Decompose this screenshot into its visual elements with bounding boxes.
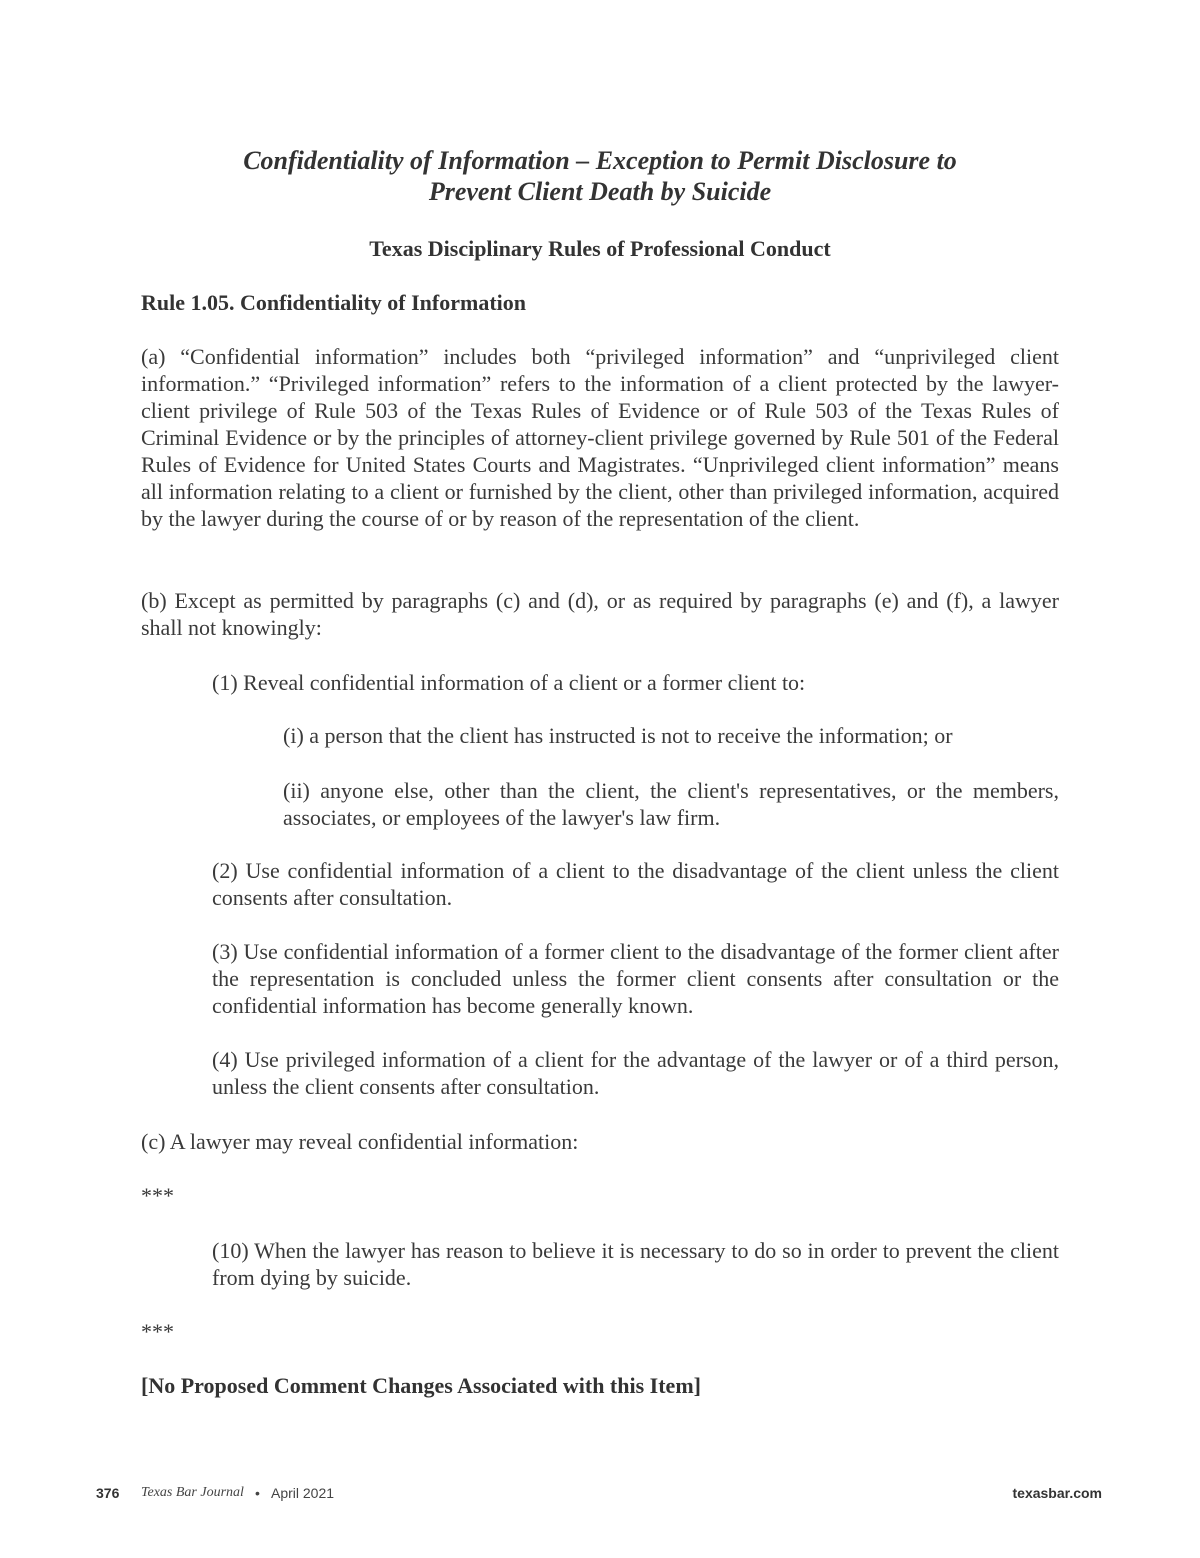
page-footer: [0, 1483, 1200, 1503]
list-item-1-i: (i) a person that the client has instructed is not to receive the information; or: [283, 723, 953, 748]
page-number: 376: [96, 1485, 120, 1501]
list-item-4: (4) Use privileged information of a client for the advantage of the lawyer or of a third person, unless the client consents after consultation.: [212, 1047, 1059, 1099]
list-item-2: (2) Use confidential information of a client to the disadvantage of the client unless the client consents after consultation.: [212, 858, 1059, 910]
document-subtitle: Texas Disciplinary Rules of Professional Conduct: [369, 236, 831, 261]
list-item-10: (10) When the lawyer has reason to believe it is necessary to do so in order to prevent the client from dying by suicide.: [212, 1238, 1059, 1290]
closing-note: [No Proposed Comment Changes Associated with this Item]: [141, 1373, 701, 1398]
list-item-1: (1) Reveal confidential information of a client or a former client to:: [212, 670, 806, 695]
issue-date: April 2021: [271, 1485, 335, 1501]
paragraph-c: (c) A lawyer may reveal confidential information:: [141, 1129, 579, 1154]
list-item-1-ii: (ii) anyone else, other than the client, the client's representatives, or the members, associates, or employees of the lawyer's law firm.: [283, 778, 1059, 830]
rule-heading: Rule 1.05. Confidentiality of Information: [141, 290, 526, 315]
footer-separator: •: [255, 1485, 260, 1501]
paragraph-a: (a) “Confidential information” includes both “privileged information” and “unprivileged client information.” “Privileged information” refers to the information of a client protected by the lawyer-client privilege of Rule 503 of the Texas Rules of Evidence or of Rule 503 of the Texas Rules of Criminal Evidence or by the principles of attorney-client privilege governed by Rule 501 of the Federal Rules of Evidence for United States Courts and Magistrates. “Unprivileged client information” means all information relating to a client or furnished by the client, other than privileged information, acquired by the lawyer during the course of or by reason of the representation of the client.: [141, 344, 1059, 531]
document-title: [140, 145, 1060, 207]
title-line-1: Confidentiality of Information – Exception to Permit Disclosure to: [243, 146, 957, 175]
ellipsis-marker-2: ***: [141, 1319, 174, 1344]
website-link[interactable]: texasbar.com: [1012, 1485, 1102, 1501]
ellipsis-marker-1: ***: [141, 1183, 174, 1208]
paragraph-b: (b) Except as permitted by paragraphs (c) and (d), or as required by paragraphs (e) and (f), a lawyer shall not knowingly:: [141, 588, 1059, 640]
journal-name: Texas Bar Journal: [141, 1485, 244, 1500]
title-line-2: Prevent Client Death by Suicide: [428, 177, 772, 206]
list-item-3: (3) Use confidential information of a former client to the disadvantage of the former client after the representation is concluded unless the former client consents after consultation or the confidential information has become generally known.: [212, 939, 1059, 1018]
